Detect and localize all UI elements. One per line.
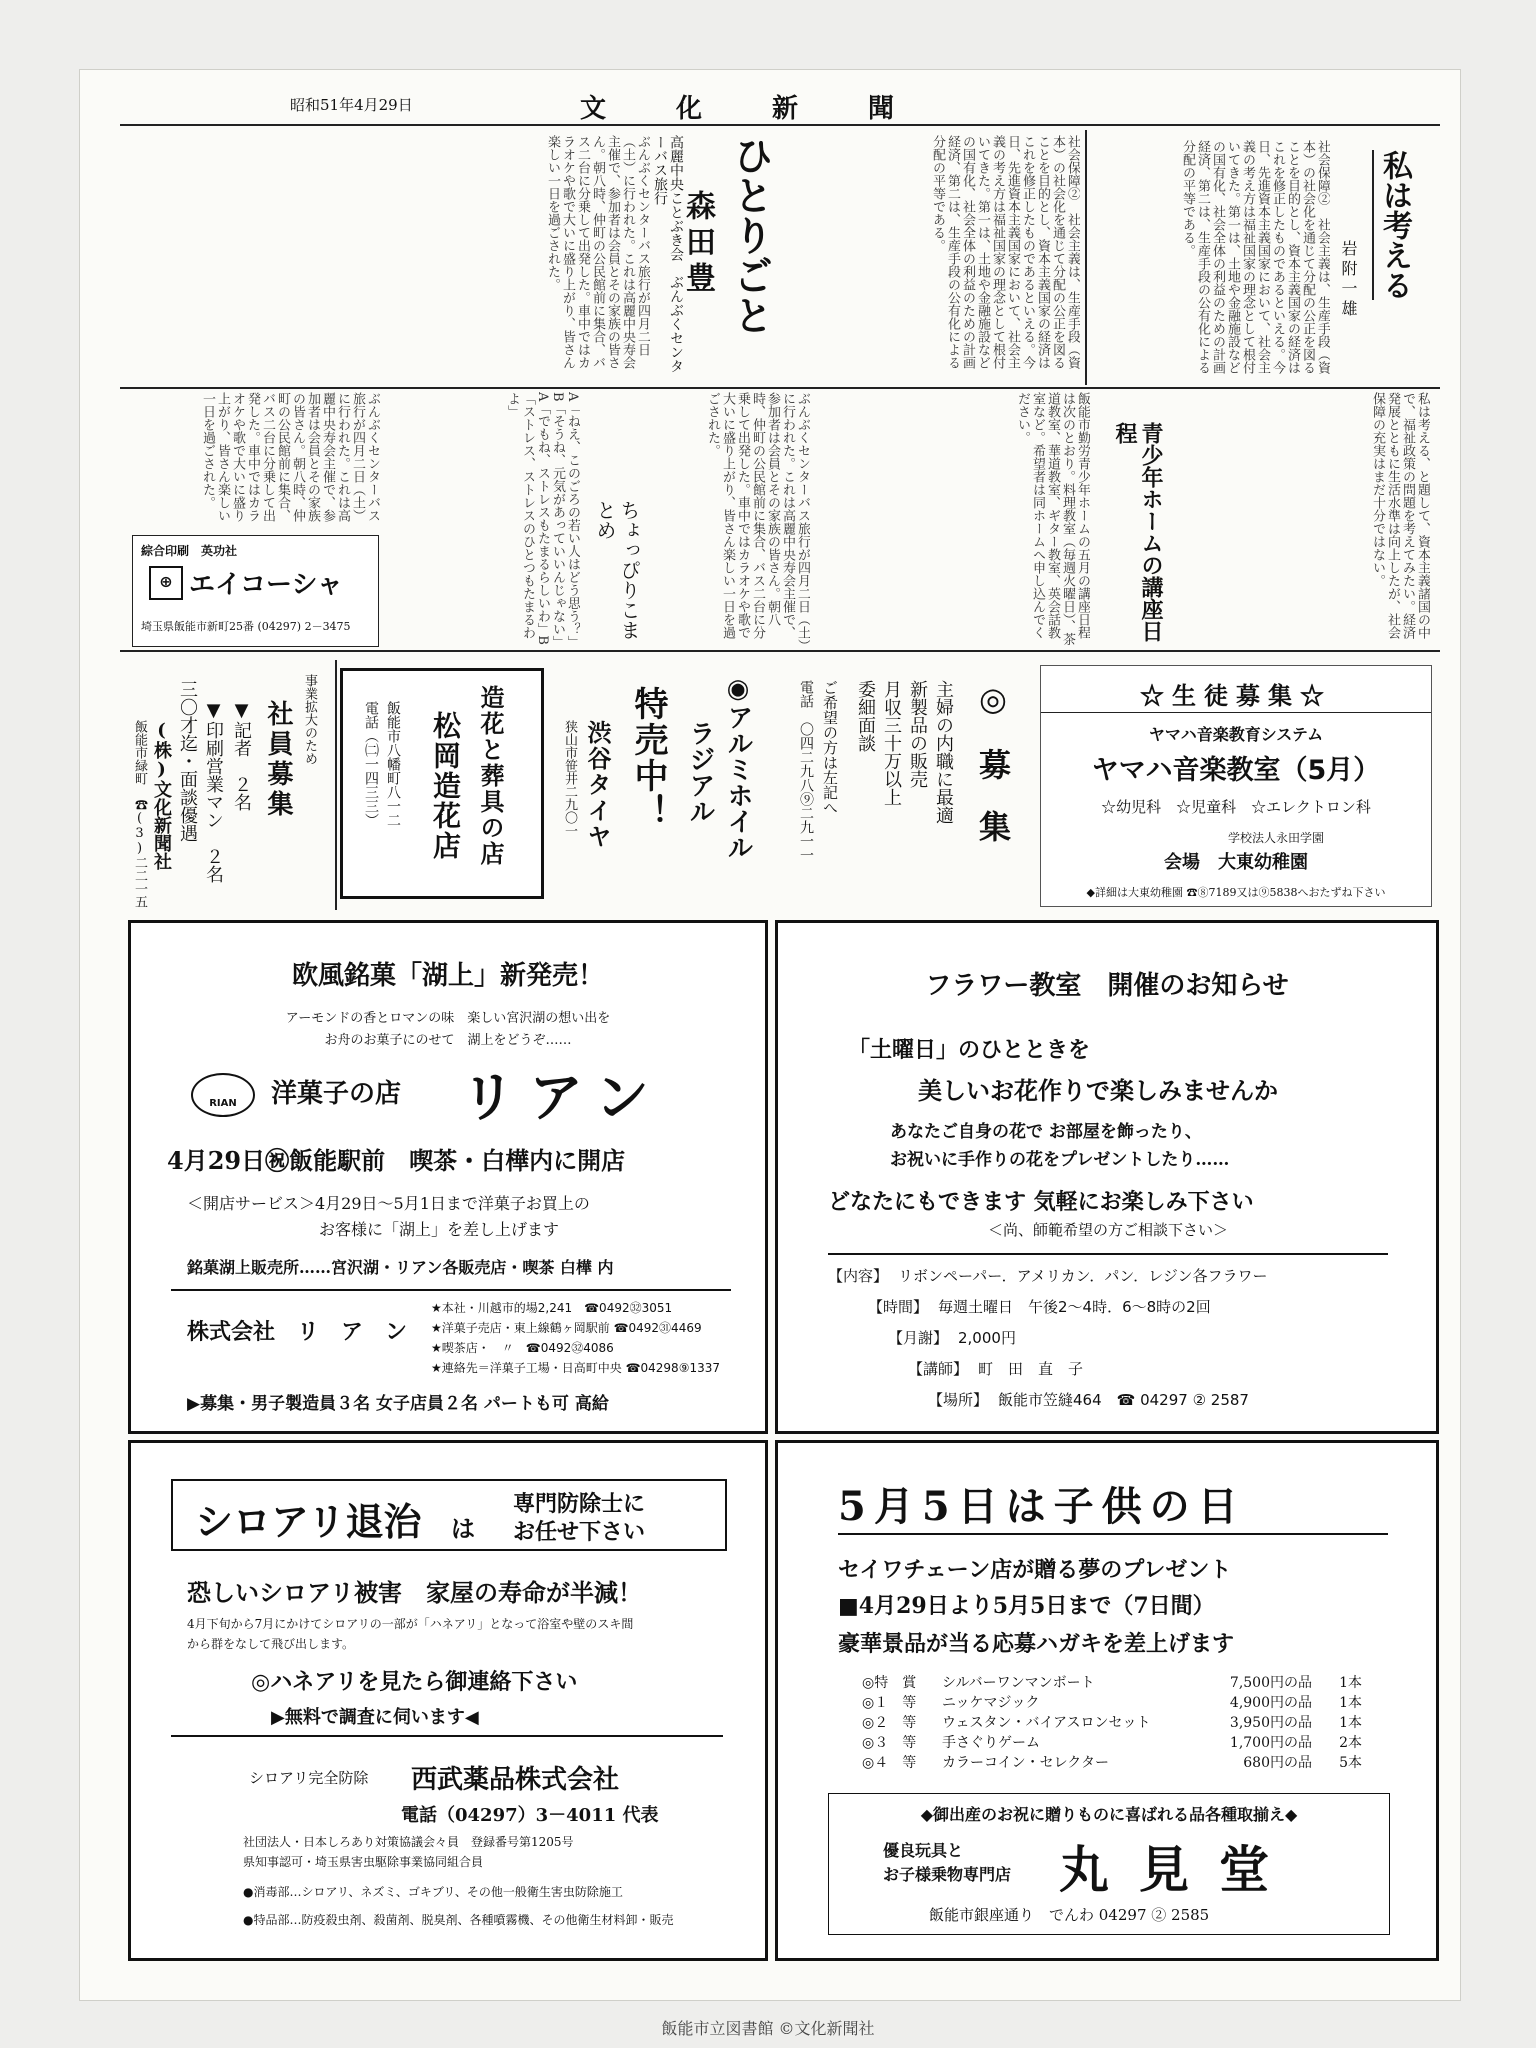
youth-course-body: 飯能市勤労青少年ホームの五月の講座日程は次のとおり。料理教室（毎週火曜日）、茶道教室、華道教室、ギター教室、英会話教室など。希望者は同ホームへ申し込んでください。 — [1015, 392, 1090, 646]
shiroari-product-1: ●消毒部…シロアリ、ネズミ、ゴキブリ、その他一般衛生害虫防除施工 — [243, 1885, 623, 1899]
hitorigoto-body-cont2: ぶんぶくセンターバス旅行が四月二日（土）に行われた。これは高麗中央寿会主催で、参加者は会員とその家族の皆さん。朝八時、仲町の公民館前に集合、バス二台に分乗して出発した。車中ではカラオケや歌で大いに盛り上がり、皆さん楽しい一日を過ごされた。 — [200, 392, 380, 522]
shiroari-phone: 電話（04297）3－4011 代表 — [401, 1805, 659, 1826]
zouka-name: 松岡造花店 — [429, 711, 462, 861]
newspaper-title: 文化新聞 — [580, 94, 965, 124]
zouka-phone: 電話（㈡一四三三） — [363, 701, 379, 827]
rian-recruit: ▶募集・男子製造員３名 女子店員２名 パートも可 高給 — [187, 1394, 609, 1414]
rian-shop-name: リアン — [461, 1065, 663, 1129]
flower-detail-row: 【月謝】 2,000円 — [888, 1329, 1016, 1347]
kodomo-sub: セイワチェーン店が贈る夢のプレゼント — [838, 1557, 1232, 1583]
recruit-item-2: ▼印刷営業マン ２名 — [203, 700, 224, 883]
footer-credit: 飯能市立図書館 ©文化新聞社 — [661, 2019, 875, 2038]
zouka-ad — [340, 668, 544, 899]
boshu-item-4: 委細面談 — [855, 680, 876, 752]
rian-sellers: 銘菓湖上販売所……宮沢湖・リアン各販売店・喫茶 白樺 内 — [187, 1258, 614, 1277]
hitorigoto-author: 森田豊 — [680, 190, 715, 298]
boshu-ad — [770, 660, 1030, 910]
shiroari-warn: 恐しいシロアリ被害 家屋の寿命が半減！ — [187, 1578, 643, 1607]
rian-ad — [128, 920, 768, 1434]
recruit-company: (株)文化新聞社 — [151, 720, 172, 870]
yamaha-ad — [1040, 665, 1432, 907]
kodomo-gift: ◆御出産のお祝に贈りものに喜ばれる品各種取揃え◆ — [920, 1805, 1298, 1824]
rian-opening: 4月29日㊗飯能駅前 喫茶・白樺内に開店 — [167, 1146, 626, 1175]
rian-branch-2: ★洋菓子売店・東上線鶴ヶ岡駅前 ☎0492㉛4469 — [431, 1321, 702, 1335]
hitorigoto-body: ぶんぶくセンターバス旅行が四月二日（土）に行われた。これは高麗中央寿会主催で、参加者は会員とその家族の皆さん。朝八時、仲町の公民館前に集合、バス二台に分乗して出発した。車中ではカラオケや歌で大いに盛り上がり、皆さん楽しい一日を過ごされた。 — [545, 135, 650, 369]
yamaha-venue: 会場 大東幼稚園 — [1164, 852, 1308, 873]
kodomo-shop-label-2: お子様乗物専門店 — [883, 1865, 1012, 1884]
shiroari-text-1: 4月下旬から7月にかけてシロアリの一部が「ハネアリ」となって浴室や壁のスキ間 — [187, 1617, 634, 1631]
chohisuke-title-block — [585, 500, 641, 650]
recruit-ad — [130, 660, 330, 910]
opinion-author: 岩附一雄 — [1339, 240, 1358, 320]
yamaha-org: 学校法人永田学園 — [1227, 831, 1324, 845]
printer-name: エイコーシャ — [189, 570, 343, 600]
flower-detail-row: 【講師】 町 田 直 子 — [908, 1360, 1084, 1378]
tire-item: ◉アルミホイル — [723, 674, 753, 860]
shiroari-free: ▶無料で調査に伺います◀ — [271, 1707, 479, 1728]
hitorigoto-title: ひとりごと — [727, 135, 774, 335]
shiroari-license-1: 社団法人・日本しろあり対策協議会々員 登録番号第1205号 — [243, 1835, 574, 1849]
shiroari-title: シロアリ退治 — [195, 1499, 422, 1544]
boshu-item-1: 主婦の内職に最適 — [933, 680, 954, 824]
flower-lead-5: どなたにもできます 気軽にお楽しみ下さい — [828, 1189, 1254, 1215]
tire-address: 狭山市笹井二九〇一 — [562, 720, 577, 837]
rian-branch-3: ★喫茶店・ 〃 ☎0492㉜4086 — [431, 1341, 614, 1355]
rian-logo-text: RIAN — [209, 1098, 237, 1109]
boshu-item-2: 新製品の販売 — [907, 680, 928, 788]
printer-address: 埼玉県飯能市新町25番 (04297) 2－3475 — [141, 620, 351, 633]
yamaha-note: ◆詳細は大東幼稚園 ☎⑧7189又は⑨5838へおたずね下さい — [1086, 886, 1386, 899]
flower-detail-row: 【場所】 飯能市笠縫464 ☎ 04297 ② 2587 — [928, 1391, 1249, 1409]
boshu-phone: 電話 〇四二九八⑨二九一一 — [798, 680, 814, 862]
flower-ad — [775, 920, 1439, 1434]
flower-lead-3: あなたご自身の花で お部屋を飾ったり、 — [890, 1122, 1202, 1142]
rian-copy-1: アーモンドの香とロマンの味 楽しい宮沢湖の想い出を — [285, 1011, 611, 1026]
kodomo-period: ■4月29日より5月5日まで（7日間） — [838, 1593, 1215, 1619]
rian-service-2: お客様に「湖上」を差し上げます — [319, 1220, 560, 1239]
opinion-column — [1090, 130, 1430, 385]
tire-sale: 特売中！ — [628, 686, 668, 830]
prize-row: ◎４ 等 カラーコイン・セレクター 680円の品 5本 — [862, 1755, 1362, 1771]
flower-details — [828, 1261, 1408, 1416]
boshu-item-3: 月収三十万以上 — [881, 680, 902, 806]
shiroari-ad — [128, 1440, 768, 1961]
zouka-title: 造花と葬具の店 — [476, 685, 505, 867]
misc-body: 私は考える、と題して、資本主義諸国の中で、福祉政策の問題を考えてみたい。経済発展とともに生活水準は向上したが、社会保障の充実はまだ十分ではない。 — [1370, 392, 1430, 639]
rian-shop-label: 洋菓子の店 — [271, 1079, 402, 1109]
kodomo-shop-name: 丸見堂 — [1059, 1840, 1299, 1899]
yamaha-courses: ☆幼児科 ☆児童科 ☆エレクトロン科 — [1101, 798, 1371, 816]
shiroari-sub-2: お任せ下さい — [513, 1519, 646, 1545]
hitorigoto-subtitle: 高麗中央ことぶき会 ぶんぶくセンターバス旅行 — [652, 135, 684, 373]
shiroari-product-2: ●特品部…防疫殺虫剤、殺菌剤、脱臭剤、各種噴霧機、その他衛生材料卸・販売 — [243, 1913, 674, 1927]
rian-service-1: ＜開店サービス＞4月29日～5月1日まで洋菓子お買上の — [187, 1194, 590, 1213]
prize-row: ◎３ 等 手さぐりゲーム 1,700円の品 2本 — [862, 1735, 1362, 1751]
shiroari-company: 西武薬品株式会社 — [411, 1765, 620, 1795]
tire-item-2: ラジアル — [685, 720, 715, 824]
zouka-address: 飯能市八幡町八一二 — [385, 701, 401, 827]
recruit-lead: 事業拡大のため — [302, 674, 317, 765]
kodomo-prizes — [862, 1673, 1382, 1773]
printer-label: 綜合印刷 英功社 — [141, 544, 238, 558]
yamaha-system: ヤマハ音楽教育システム — [1148, 725, 1324, 744]
chohisuke-body: A「ねえ、このごろの若い人はどう思う？」B「そうね、元気があっていいんじゃない」A「でもね、ストレスもたまるらしいわ」B「ストレス、ストレスのひとつもたまるわよ」 — [505, 392, 580, 645]
flower-lead-2: 美しいお花作りで楽しみませんか — [918, 1076, 1278, 1105]
rian-logo-icon — [191, 1073, 255, 1117]
youth-course-title: 青少年ホームの講座日程 — [1112, 422, 1164, 642]
kodomo-ad — [775, 1440, 1439, 1961]
shiroari-license-2: 県知事認可・埼玉県害虫駆除事業協同組合員 — [243, 1855, 484, 1869]
rian-copy-2: お舟のお菓子にのせて 湖上をどうぞ…… — [324, 1033, 572, 1048]
shiroari-text-2: から群をなして飛び出します。 — [187, 1637, 355, 1651]
chohisuke-title: ちょっぴりこまとめ — [593, 500, 641, 640]
kodomo-lead: 豪華景品が当る応募ハガキを差上げます — [838, 1631, 1235, 1657]
masthead — [280, 88, 1040, 124]
flower-lead-6: ＜尚、師範希望の方ご相談下さい＞ — [988, 1221, 1229, 1239]
recruit-address: 飯能市緑町 ☎(3)二二一五 — [132, 720, 147, 908]
hitorigoto-title-block — [650, 130, 815, 385]
printer-logo-icon: ⊕ — [149, 566, 183, 600]
kodomo-shop-label-1: 優良玩具と — [883, 1841, 964, 1860]
rian-branch-1: ★本社・川越市的場2,241 ☎0492㉜3051 — [431, 1301, 673, 1315]
shiroari-title-box — [171, 1479, 727, 1551]
opinion-body: 社会保障② 社会主義は、生産手段（資本）の社会化を通じて分配の公正を図ることを目的とし、資本主義国家の経済はこれを修正したものであるといえる。今日、先進資本主義国家において、社会主義の考え方は福祉国家の理念として根付いてきた。第一は、土地や金融施設などの国有化、社会全体の利益のための計画経済、第二は、生産手段の公有化による分配の平等である。 — [1180, 140, 1330, 374]
rian-company: 株式会社 リ ア ン — [187, 1319, 408, 1345]
boshu-title: ◎募集 — [974, 680, 1012, 872]
flower-title: フラワー教室 開催のお知らせ — [925, 971, 1289, 1001]
opinion-heading: 私は考える — [1372, 150, 1410, 300]
kodomo-title: 5月5日は子供の日 — [838, 1483, 1246, 1530]
rian-headline: 欧風銘菓「湖上」新発売！ — [291, 961, 604, 991]
recruit-terms: 三〇才迄・面談優遇 — [177, 680, 198, 842]
opinion-body-cont: 社会保障② 社会主義は、生産手段（資本）の社会化を通じて分配の公正を図ることを目的とし、資本主義国家の経済はこれを修正したものであるといえる。今日、先進資本主義国家において、社会主義の考え方は福祉国家の理念として根付いてきた。第一は、土地や金融施設などの国有化、社会全体の利益のための計画経済、第二は、生産手段の公有化による分配の平等である。 — [930, 135, 1080, 369]
boshu-note: ご希望の方は左記へ — [821, 680, 839, 815]
flower-lead-1: 「土曜日」のひとときを — [848, 1037, 1091, 1063]
prize-row: ◎２ 等 ウェスタン・バイアスロンセット 3,950円の品 1本 — [862, 1715, 1362, 1731]
shiroari-title-suffix: は — [451, 1514, 475, 1543]
kodomo-address: 飯能市銀座通り でんわ 04297 ② 2585 — [929, 1906, 1210, 1924]
kodomo-gift-box — [828, 1793, 1390, 1935]
shiroari-label: シロアリ完全防除 — [249, 1769, 369, 1787]
shiroari-sub-1: 専門防除士に — [513, 1491, 646, 1517]
printer-ad — [132, 535, 379, 647]
hitorigoto-body-cont: ぶんぶくセンターバス旅行が四月二日（土）に行われた。これは高麗中央寿会主催で、参加者は会員とその家族の皆さん。朝八時、仲町の公民館前に集合、バス二台に分乗して出発した。車中ではカラオケや歌で大いに盛り上がり、皆さん楽しい一日を過ごされた。 — [705, 392, 810, 646]
tire-shop: 渋谷タイヤ — [583, 720, 612, 850]
yamaha-title: ☆生徒募集☆ — [1140, 681, 1332, 710]
recruit-title: 社員募集 — [263, 700, 293, 820]
shiroari-call: ◎ハネアリを見たら御連絡下さい — [251, 1669, 578, 1695]
yamaha-name: ヤマハ音楽教室（5月） — [1091, 755, 1381, 786]
tire-ad — [560, 660, 760, 910]
issue-date: 昭和51年4月29日 — [290, 96, 413, 114]
youth-course — [1100, 392, 1165, 647]
flower-detail-row: 【時間】 毎週土曜日 午後2～4時．6～8時の2回 — [868, 1298, 1211, 1316]
rian-branch-4: ★連絡先＝洋菓子工場・日高町中央 ☎04298⑨1337 — [431, 1361, 720, 1375]
prize-row: ◎１ 等 ニッケマジック 4,900円の品 1本 — [862, 1695, 1362, 1711]
recruit-item-1: ▼記者 ２名 — [231, 700, 252, 811]
flower-detail-row: 【内容】 リボンペーパー．アメリカン．パン．レジン各フラワー — [828, 1267, 1268, 1285]
prize-row: ◎特 賞 シルバーワンマンボート 7,500円の品 1本 — [862, 1675, 1362, 1691]
flower-lead-4: お祝いに手作りの花をプレゼントしたり…… — [890, 1150, 1230, 1170]
